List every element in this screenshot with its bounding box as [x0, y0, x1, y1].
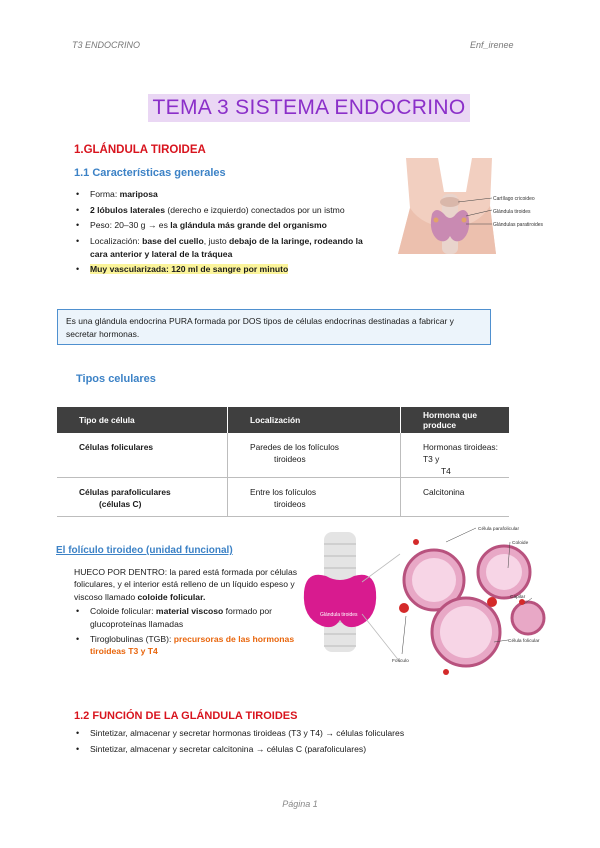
image-label: Glándulas paratiroides — [493, 222, 544, 228]
list-item: • Muy vascularizada: 120 ml de sangre por minuto — [74, 263, 372, 276]
image-label: Glándula tiroides — [320, 612, 358, 618]
cell-types-table — [57, 407, 509, 517]
list-item: • Forma: mariposa — [74, 188, 372, 201]
column-header: Tipo de célula — [57, 407, 228, 433]
table-cell: Células foliculares — [57, 433, 228, 478]
list-item: • Sintetizar, almacenar y secretar hormonas tiroideas (T3 y T4) → células foliculares — [74, 727, 534, 740]
header-right: Enf_irenee — [470, 40, 514, 50]
image-label: Coloide — [512, 541, 529, 546]
characteristics-list — [74, 188, 372, 279]
thyroid-neck-illustration — [392, 158, 544, 254]
cell-types-heading: Tipos celulares — [76, 373, 156, 385]
table-cell: Hormonas tiroideas: T3 y T4 — [401, 433, 510, 478]
list-item: • Sintetizar, almacenar y secretar calcitonina → células C (parafoliculares) — [74, 743, 534, 756]
column-header: Hormona que produce — [401, 407, 510, 433]
image-label: Cartílago cricoideo — [493, 196, 535, 202]
function-list — [74, 727, 534, 758]
list-item: • Tiroglobulinas (TGB): precursoras de las hormonas tiroideas T3 y T4 — [74, 633, 300, 658]
table-cell: Paredes de los folículos tiroideos — [228, 433, 401, 478]
page-number: Página 1 — [282, 799, 318, 809]
section-heading: 1.GLÁNDULA TIROIDEA — [74, 144, 206, 156]
follicle-illustration — [296, 522, 552, 678]
function-heading: 1.2 FUNCIÓN DE LA GLÁNDULA TIROIDES — [74, 710, 298, 722]
follicle-text: HUECO POR DENTRO: la pared está formada por células foliculares, y el interior está relleno de un líquido espeso y viscoso llamado coloide folicular. • Coloide folicular: material viscoso formado por glucoproteínas llamadas • Tiroglobulinas (TGB): precursoras de las hormonas tiroideas T3 y T4 — [74, 566, 300, 660]
info-box: Es una glándula endocrina PURA formada por DOS tipos de células endocrinas destinadas a fabricar y secretar hormonas. — [57, 309, 491, 345]
table-cell: Entre los folículos tiroideos — [228, 478, 401, 517]
list-item: • Localización: base del cuello, justo debajo de la laringe, rodeando la cara anterior y lateral de la tráquea — [74, 235, 372, 261]
table-cell: Células parafoliculares (células C) — [57, 478, 228, 517]
list-item: • Coloide folicular: material viscoso formado por glucoproteínas llamadas — [74, 605, 300, 630]
image-label: Célula parafolicular — [478, 527, 520, 532]
follicle-heading: El folículo tiroideo (unidad funcional) — [56, 545, 233, 556]
list-item: • Peso: 20–30 g → es la glándula más grande del organismo — [74, 219, 372, 232]
list-item: • 2 lóbulos laterales (derecho e izquierdo) conectados por un istmo — [74, 204, 372, 217]
column-header: Localización — [228, 407, 401, 433]
table-cell: Calcitonina — [401, 478, 510, 517]
table-header-row — [57, 407, 509, 433]
page-title: TEMA 3 SISTEMA ENDOCRINO — [152, 96, 466, 119]
header-left: T3 ENDOCRINO — [72, 40, 141, 50]
image-label: Glándula tiroides — [493, 209, 531, 215]
image-label: Célula folicular — [508, 639, 540, 644]
image-label: Capilar — [510, 595, 526, 600]
subsection-heading: 1.1 Características generales — [74, 167, 226, 179]
table-row — [57, 433, 509, 478]
image-label: Folículo — [392, 659, 409, 664]
table-row — [57, 478, 509, 517]
